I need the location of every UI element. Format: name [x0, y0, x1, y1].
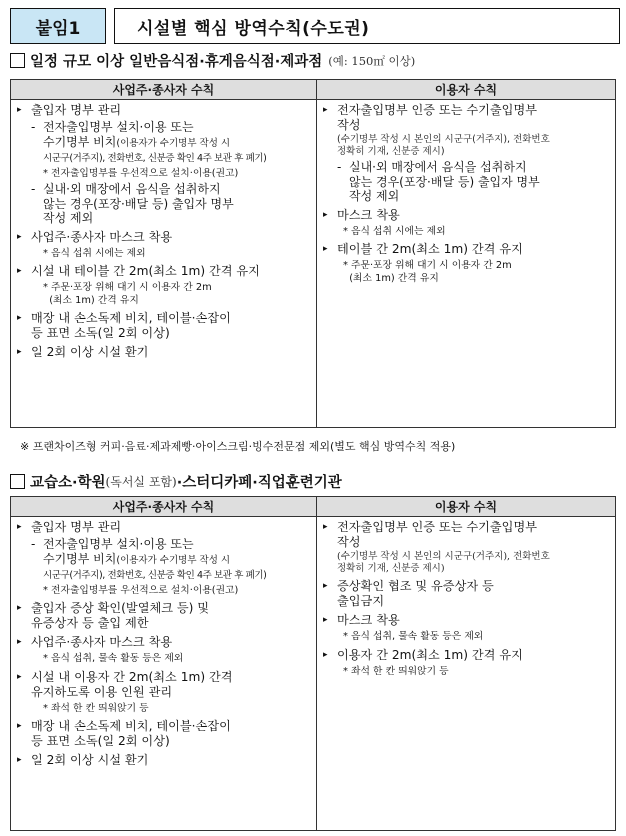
note-text: * 음식 섭취 시에는 제외	[43, 247, 146, 259]
bullet-icon: ▸	[323, 615, 328, 625]
section2-title-b: ·스터디카페·직업훈련기관	[176, 475, 342, 491]
sub-item: - 실내·외 매장에서 음식을 섭취하지 않는 경우(포장·배달 등) 출입자 명부 작성 제외	[31, 182, 234, 225]
franchise-footnote: ※ 프랜차이즈형 커피·음료·제과제빵·아이스크림·빙수전문점 제외(별도 핵심 방역수칙 적용)	[20, 440, 456, 453]
sub-item: - 전자출입명부 설치·이용 또는 수기명부 비치(이용자가 수기명부 작성 시 시군구(거주지), 전화번호, 신분증 확인 4주 보관 후 폐기)	[31, 537, 267, 581]
user-rules-cell	[317, 517, 616, 831]
section1-heading	[10, 50, 415, 71]
sub-item: - 전자출입명부 설치·이용 또는 수기명부 비치(이용자가 수기명부 작성 시 시군구(거주지), 전화번호, 신분증 확인 4주 보관 후 폐기)	[31, 120, 267, 164]
list-item: ▸ 마스크 착용	[323, 207, 400, 222]
section2-table	[10, 496, 616, 831]
note-text: * 좌석 한 칸 띄워앉기 등	[43, 702, 149, 714]
note-text: * 음식 섭취 시에는 제외	[343, 225, 446, 237]
page-title: 시설별 핵심 방역수칙(수도권)	[114, 8, 620, 44]
list-item: ▸ 시설 내 테이블 간 2m(최소 1m) 간격 유지	[17, 264, 260, 278]
note-text: * 전자출입명부를 우선적으로 설치·이용(권고)	[43, 584, 239, 596]
list-item: ▸ 테이블 간 2m(최소 1m) 간격 유지	[323, 242, 523, 256]
section1-title: 일정 규모 이상 일반음식점·휴게음식점·제과점	[30, 54, 323, 70]
bullet-icon: ▸	[17, 231, 22, 242]
list-item: ▸ 이용자 간 2m(최소 1m) 간격 유지	[323, 647, 523, 662]
bullet-icon: ▸	[17, 266, 22, 276]
list-item: ▸ 매장 내 손소독제 비치, 테이블·손잡이 등 표면 소독(일 2회 이상)	[17, 719, 231, 748]
note-text: (수기명부 작성 시 본인의 시군구(거주지), 전화번호 정확히 기재, 신분증 제시)	[337, 551, 550, 574]
column-header-operator: 사업주·종사자 수칙	[11, 497, 317, 517]
list-item: ▸ 일 2회 이상 시설 환기	[17, 345, 149, 359]
bullet-icon: ▸	[17, 522, 22, 532]
list-item: ▸ 마스크 착용	[323, 613, 400, 627]
bullet-icon: ▸	[323, 209, 328, 220]
list-item: ▸ 출입자 명부 관리	[17, 520, 122, 534]
note-text: (수기명부 작성 시 본인의 시군구(거주지), 전화번호 정확히 기재, 신분증 제시)	[337, 134, 550, 157]
note-text: * 전자출입명부를 우선적으로 설치·이용(권고)	[43, 167, 239, 179]
note-text: * 음식 섭취, 물속 활동 등은 제외	[343, 631, 484, 642]
note-text: * 주문·포장 위해 대기 시 이용자 간 2m (최소 1m) 간격 유지	[43, 282, 212, 306]
list-item: ▸ 전자출입명부 인증 또는 수기출입명부 작성	[323, 103, 537, 132]
column-header-operator: 사업주·종사자 수칙	[11, 80, 317, 100]
bullet-icon: ▸	[17, 347, 22, 357]
bullet-icon: ▸	[17, 603, 22, 613]
bullet-icon: ▸	[323, 244, 328, 254]
note-text: * 좌석 한 칸 띄워앉기 등	[343, 665, 449, 677]
section2-heading	[10, 471, 342, 492]
bullet-icon: ▸	[17, 313, 22, 323]
list-item: ▸ 출입자 명부 관리	[17, 103, 122, 117]
bullet-icon: ▸	[323, 649, 328, 660]
section2-title-sub: (독서실 포함)	[105, 475, 177, 489]
page-header	[10, 8, 620, 44]
bullet-icon: ▸	[17, 105, 22, 115]
bullet-icon: ▸	[17, 721, 22, 731]
bullet-icon: ▸	[17, 637, 22, 647]
bullet-icon: ▸	[17, 755, 22, 765]
operator-rules-cell	[11, 517, 317, 831]
section1-table	[10, 79, 616, 428]
checkbox-square-icon	[10, 53, 25, 68]
user-rules-cell	[317, 100, 616, 428]
note-text: * 주문·포장 위해 대기 시 이용자 간 2m (최소 1m) 간격 유지	[343, 260, 512, 284]
sub-item: - 실내·외 매장에서 음식을 섭취하지 않는 경우(포장·배달 등) 출입자 명부 작성 제외	[337, 160, 540, 203]
bullet-icon: ▸	[323, 105, 328, 115]
list-item: ▸ 일 2회 이상 시설 환기	[17, 753, 149, 767]
bullet-icon: ▸	[17, 671, 22, 682]
bullet-icon: ▸	[323, 522, 328, 532]
operator-rules-cell	[11, 100, 317, 428]
list-item: ▸ 전자출입명부 인증 또는 수기출입명부 작성	[323, 520, 537, 549]
list-item: ▸ 사업주·종사자 마스크 착용	[17, 229, 173, 244]
section1-note: (예: 150㎡ 이상)	[328, 53, 416, 68]
list-item: ▸ 사업주·종사자 마스크 착용	[17, 635, 173, 649]
note-text: * 음식 섭취, 물속 활동 등은 제외	[43, 653, 184, 664]
column-header-user: 이용자 수칙	[317, 80, 616, 100]
list-item: ▸ 출입자 증상 확인(발열체크 등) 및 유증상자 등 출입 제한	[17, 601, 210, 630]
column-header-user: 이용자 수칙	[317, 497, 616, 517]
checkbox-square-icon	[10, 474, 25, 489]
section2-title-a: 교습소·학원	[30, 475, 106, 491]
list-item: ▸ 매장 내 손소독제 비치, 테이블·손잡이 등 표면 소독(일 2회 이상)	[17, 311, 231, 340]
list-item: ▸ 시설 내 이용자 간 2m(최소 1m) 간격 유지하도록 이용 인원 관리	[17, 669, 233, 699]
list-item: ▸ 증상확인 협조 및 유증상자 등 출입금지	[323, 579, 494, 608]
bullet-icon: ▸	[323, 581, 328, 591]
attachment-tag: 붙임1	[10, 8, 106, 44]
